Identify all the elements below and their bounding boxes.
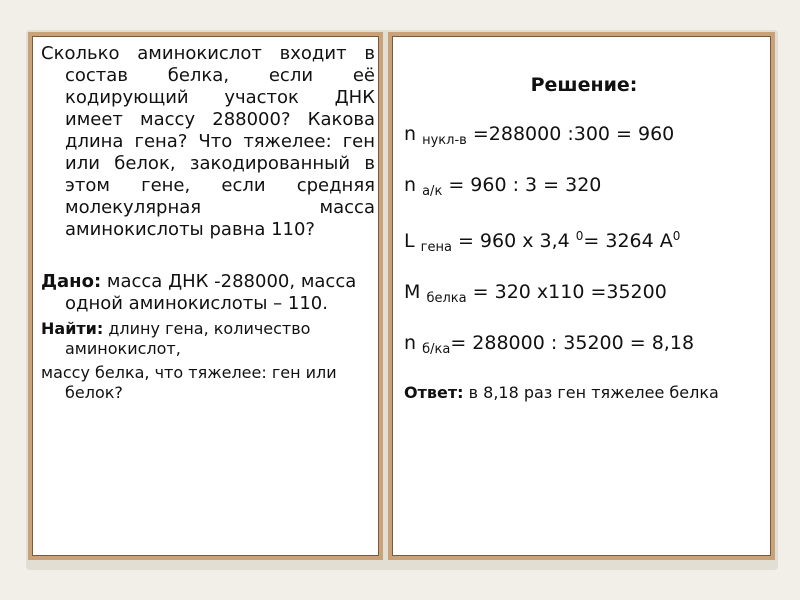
eq-expression: =288000 :300 = 960: [466, 123, 675, 145]
answer-block: [404, 383, 764, 403]
eq-expression: = 3264 А: [583, 230, 673, 252]
equation-ratio: [404, 332, 764, 361]
given-text: масса ДНК -288000, масса одной аминокислоты – 110.: [65, 271, 357, 314]
eq-variable: n: [404, 174, 417, 196]
eq-expression: = 320 х110 =35200: [466, 281, 667, 303]
task-question: Сколько аминокислот входит в состав белка, если её кодирующий участок ДНК имеет массу 288000? Какова длина гена? Что тяжелее: ген или белок, закодированный в этом гене, если средняя молекулярная масса аминокислоты равна 110?: [41, 43, 375, 240]
find-text: длину гена, количество аминокислот,: [65, 319, 311, 358]
solution-panel: [388, 32, 775, 560]
given-block: [41, 271, 375, 315]
eq-subscript: б/ка: [422, 342, 451, 357]
given-label: Дано:: [41, 271, 102, 292]
solution-title: Решение:: [530, 74, 638, 96]
eq-superscript: 0: [672, 229, 681, 243]
task-content: [41, 43, 375, 403]
eq-variable: n: [404, 123, 417, 145]
eq-expression: = 288000 : 35200 = 8,18: [450, 332, 695, 354]
equation-nucleotides: [404, 123, 764, 152]
equation-gene-length: [404, 225, 764, 259]
find-label: Найти:: [41, 319, 104, 338]
eq-variable: L: [404, 230, 415, 252]
task-panel: [28, 32, 383, 560]
eq-subscript: а/к: [422, 184, 443, 199]
answer-text: в 8,18 раз ген тяжелее белка: [463, 383, 719, 402]
equation-amino-acids: [404, 174, 764, 203]
eq-variable: М: [404, 281, 421, 303]
eq-subscript: гена: [420, 240, 452, 255]
eq-expression: = 960 : 3 = 320: [442, 174, 602, 196]
eq-subscript: нукл-в: [422, 133, 467, 148]
solution-content: [404, 74, 764, 403]
equation-protein-mass: [404, 281, 764, 310]
eq-variable: n: [404, 332, 417, 354]
eq-expression: = 960 х 3,4: [451, 230, 576, 252]
eq-subscript: белка: [426, 291, 467, 306]
find-block: [41, 319, 375, 359]
find-text-continued: массу белка, что тяжелее: ген или белок?: [41, 363, 337, 402]
answer-label: Ответ:: [404, 383, 464, 402]
eq-superscript: 0: [575, 229, 584, 243]
